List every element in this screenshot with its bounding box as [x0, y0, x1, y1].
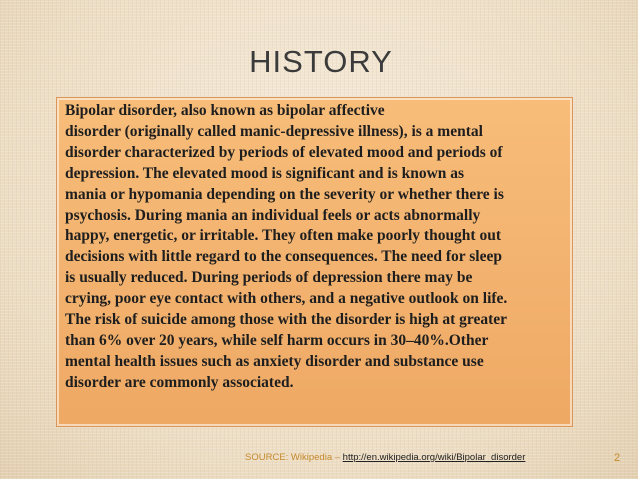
body-line: than 6% over 20 years, while self harm occurs in 30–40%.Other: [65, 331, 489, 349]
body-line: decisions with little regard to the consequences. The need for sleep: [65, 248, 502, 266]
body-line: happy, energetic, or irritable. They often make poorly thought out: [65, 227, 501, 245]
body-line: psychosis. During mania an individual feels or acts abnormally: [65, 206, 481, 224]
body-line: disorder characterized by periods of elevated mood and periods of: [65, 143, 503, 161]
body-line: disorder are commonly associated.: [65, 373, 294, 391]
slide-title: [0, 44, 638, 80]
source-citation: [245, 452, 525, 463]
body-line: depression. The elevated mood is significant and is known as: [65, 164, 465, 182]
body-line: crying, poor eye contact with others, and a negative outlook on life.: [65, 290, 508, 308]
page-number: 2: [614, 452, 621, 464]
body-paragraph: [65, 101, 566, 394]
source-prefix: SOURCE: Wikipedia –: [245, 452, 343, 463]
content-box: [56, 97, 573, 427]
body-line: The risk of suicide among those with the disorder is high at greater: [65, 311, 508, 329]
body-line: mania or hypomania depending on the severity or whether there is: [65, 185, 504, 203]
body-line: mental health issues such as anxiety disorder and substance use: [65, 352, 484, 370]
body-line: is usually reduced. During periods of depression there may be: [65, 269, 473, 287]
body-line: disorder (originally called manic-depressive illness), is a mental: [65, 122, 483, 140]
body-line: Bipolar disorder, also known as bipolar affective: [65, 102, 385, 119]
source-link[interactable]: http://en.wikipedia.org/wiki/Bipolar_disorder: [342, 452, 526, 463]
slide-title-text: HISTORY: [249, 44, 393, 79]
